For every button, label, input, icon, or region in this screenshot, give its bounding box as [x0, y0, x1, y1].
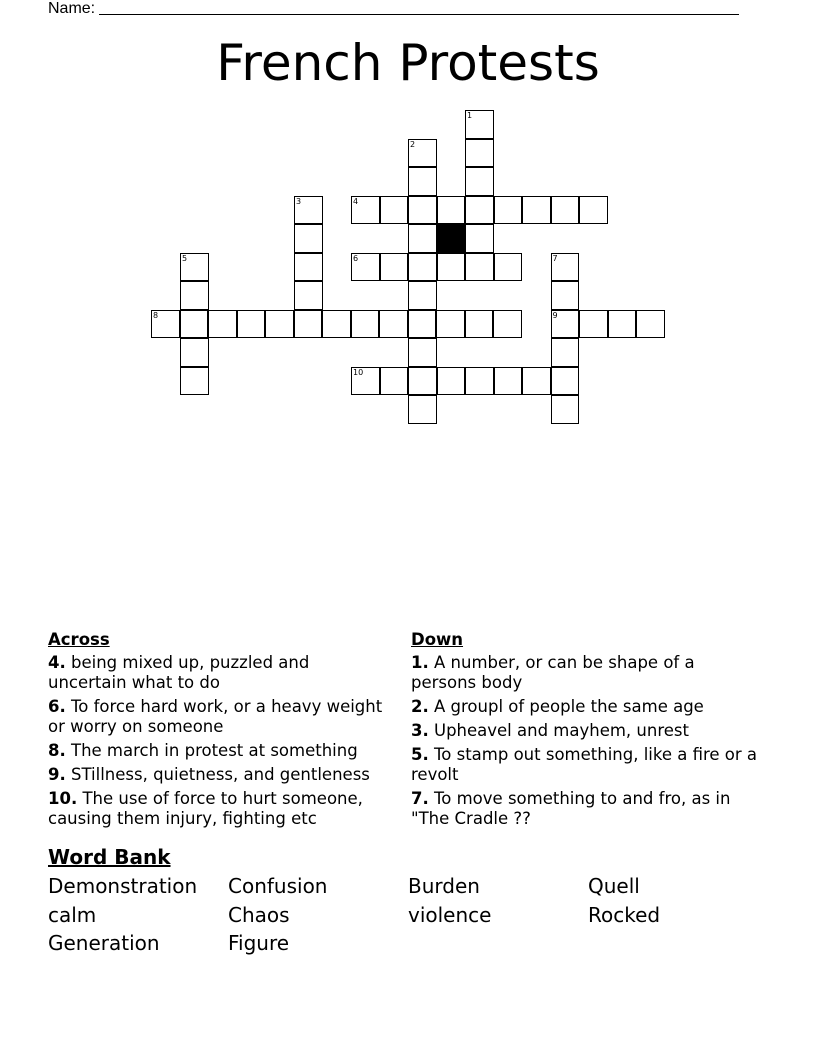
clue-label: 2.: [411, 697, 429, 716]
clue-number: 10: [353, 367, 364, 377]
clue-label: 6.: [48, 697, 66, 716]
word-bank-word: calm: [48, 903, 97, 927]
crossword-cell[interactable]: [408, 196, 437, 225]
crossword-cell[interactable]: [408, 338, 437, 367]
crossword-cell[interactable]: [294, 253, 323, 282]
crossword-cell[interactable]: [380, 253, 409, 282]
crossword-cell[interactable]: [551, 310, 580, 339]
crossword-cell[interactable]: [551, 253, 580, 282]
crossword-cell[interactable]: [551, 281, 580, 310]
clue-number: 8: [153, 310, 159, 320]
word-bank-word: Demonstration: [48, 874, 198, 898]
crossword-cell[interactable]: [408, 281, 437, 310]
down-clue: [411, 653, 761, 693]
crossword-cell[interactable]: [465, 224, 494, 253]
crossword-cell[interactable]: [494, 367, 523, 396]
crossword-cell[interactable]: [351, 196, 380, 225]
crossword-cell[interactable]: [408, 395, 437, 424]
crossword-cell[interactable]: [265, 310, 294, 339]
crossword-cell[interactable]: [408, 139, 437, 168]
clue-label: 10.: [48, 789, 78, 808]
crossword-cell[interactable]: [351, 253, 380, 282]
across-heading: Across: [48, 630, 110, 649]
clue-text: To move something to and fro, as in "The Cradle ??: [411, 789, 731, 828]
crossword-cell[interactable]: [380, 367, 409, 396]
word-bank-word: Rocked: [588, 903, 661, 927]
crossword-cell[interactable]: [294, 281, 323, 310]
crossword-cell[interactable]: [408, 167, 437, 196]
down-clue: [411, 721, 761, 741]
across-clue: [48, 653, 393, 693]
clue-text: To stamp out something, like a fire or a revolt: [411, 745, 758, 784]
crossword-cell[interactable]: [180, 338, 209, 367]
black-square: [437, 224, 466, 253]
across-clue: [48, 741, 393, 761]
crossword-cell[interactable]: [465, 196, 494, 225]
crossword-cell[interactable]: [237, 310, 266, 339]
clue-number: 6: [353, 253, 359, 263]
crossword-cell[interactable]: [294, 310, 323, 339]
across-clue: [48, 697, 393, 737]
word-bank-word: Confusion: [228, 874, 328, 898]
across-clue: [48, 765, 393, 785]
crossword-cell[interactable]: [493, 310, 522, 339]
crossword-cell[interactable]: [551, 395, 580, 424]
across-clues: [48, 630, 393, 833]
down-clues: [411, 630, 761, 833]
page-title: French Protests: [216, 34, 600, 92]
crossword-cell[interactable]: [408, 310, 437, 339]
crossword-cell[interactable]: [522, 196, 551, 225]
word-bank-word: Chaos: [228, 903, 290, 927]
crossword-cell[interactable]: [465, 110, 494, 139]
crossword-cell[interactable]: [180, 310, 209, 339]
clue-number: 9: [552, 310, 558, 320]
down-clue: [411, 745, 761, 785]
word-bank-word: violence: [408, 903, 492, 927]
across-clue: [48, 789, 393, 829]
crossword-cell[interactable]: [437, 253, 466, 282]
crossword-cell[interactable]: [437, 367, 466, 396]
crossword-cell[interactable]: [494, 253, 523, 282]
clue-label: 7.: [411, 789, 429, 808]
clue-label: 3.: [411, 721, 429, 740]
crossword-cell[interactable]: [208, 310, 237, 339]
crossword-cell[interactable]: [465, 167, 494, 196]
crossword-cell[interactable]: [379, 310, 408, 339]
clue-text: A number, or can be shape of a persons body: [411, 653, 695, 692]
clue-text: A groupl of people the same age: [428, 697, 704, 716]
crossword-cell[interactable]: [322, 310, 351, 339]
clue-label: 4.: [48, 653, 66, 672]
clue-number: 3: [296, 196, 302, 206]
crossword-cell[interactable]: [636, 310, 665, 339]
clue-number: 7: [552, 253, 558, 263]
crossword-cell[interactable]: [465, 310, 494, 339]
down-heading: Down: [411, 630, 464, 649]
crossword-cell[interactable]: [351, 310, 380, 339]
clue-text: The march in protest at something: [65, 741, 358, 760]
clue-number: 5: [182, 253, 188, 263]
crossword-cell[interactable]: [551, 338, 580, 367]
crossword-cell[interactable]: [494, 196, 523, 225]
crossword-cell[interactable]: [408, 367, 437, 396]
crossword-cell[interactable]: [579, 196, 608, 225]
clue-text: The use of force to hurt someone, causing them injury, fighting etc: [48, 789, 363, 828]
crossword-cell[interactable]: [437, 196, 466, 225]
clue-number: 4: [353, 196, 359, 206]
clue-text: To force hard work, or a heavy weight or worry on someone: [48, 697, 383, 736]
crossword-cell[interactable]: [408, 253, 437, 282]
crossword-cell[interactable]: [351, 367, 380, 396]
clue-number: 2: [410, 139, 416, 149]
crossword-cell[interactable]: [380, 196, 409, 225]
crossword-cell[interactable]: [294, 224, 323, 253]
crossword-cell[interactable]: [465, 253, 494, 282]
crossword-cell[interactable]: [465, 139, 494, 168]
crossword-cell[interactable]: [465, 367, 494, 396]
clue-text: Upheavel and mayhem, unrest: [428, 721, 689, 740]
clue-text: being mixed up, puzzled and uncertain what to do: [48, 653, 310, 692]
word-bank-title: Word Bank: [48, 845, 171, 869]
word-bank-word: Generation: [48, 931, 160, 955]
clue-label: 1.: [411, 653, 429, 672]
clue-label: 5.: [411, 745, 429, 764]
clue-label: 8.: [48, 741, 66, 760]
crossword-cell[interactable]: [408, 224, 437, 253]
crossword-cell[interactable]: [180, 281, 209, 310]
clue-label: 9.: [48, 765, 66, 784]
crossword-cell[interactable]: [294, 196, 323, 225]
down-clue: [411, 697, 761, 717]
word-bank-word: Figure: [228, 931, 290, 955]
crossword-cell[interactable]: [579, 310, 608, 339]
clue-number: 1: [467, 111, 473, 120]
crossword-cell[interactable]: [151, 310, 180, 339]
crossword-cell[interactable]: [608, 310, 637, 339]
crossword-cell[interactable]: [436, 310, 465, 339]
down-clue: [411, 789, 761, 829]
crossword-cell[interactable]: [522, 367, 551, 396]
clue-text: STillness, quietness, and gentleness: [65, 765, 370, 784]
crossword-cell[interactable]: [180, 253, 209, 282]
word-bank-word: Burden: [408, 874, 480, 898]
crossword-cell[interactable]: [551, 196, 580, 225]
word-bank-word: Quell: [588, 874, 640, 898]
crossword-cell[interactable]: [551, 367, 580, 396]
name-label: Name:: [48, 0, 96, 17]
crossword-cell[interactable]: [180, 367, 209, 396]
